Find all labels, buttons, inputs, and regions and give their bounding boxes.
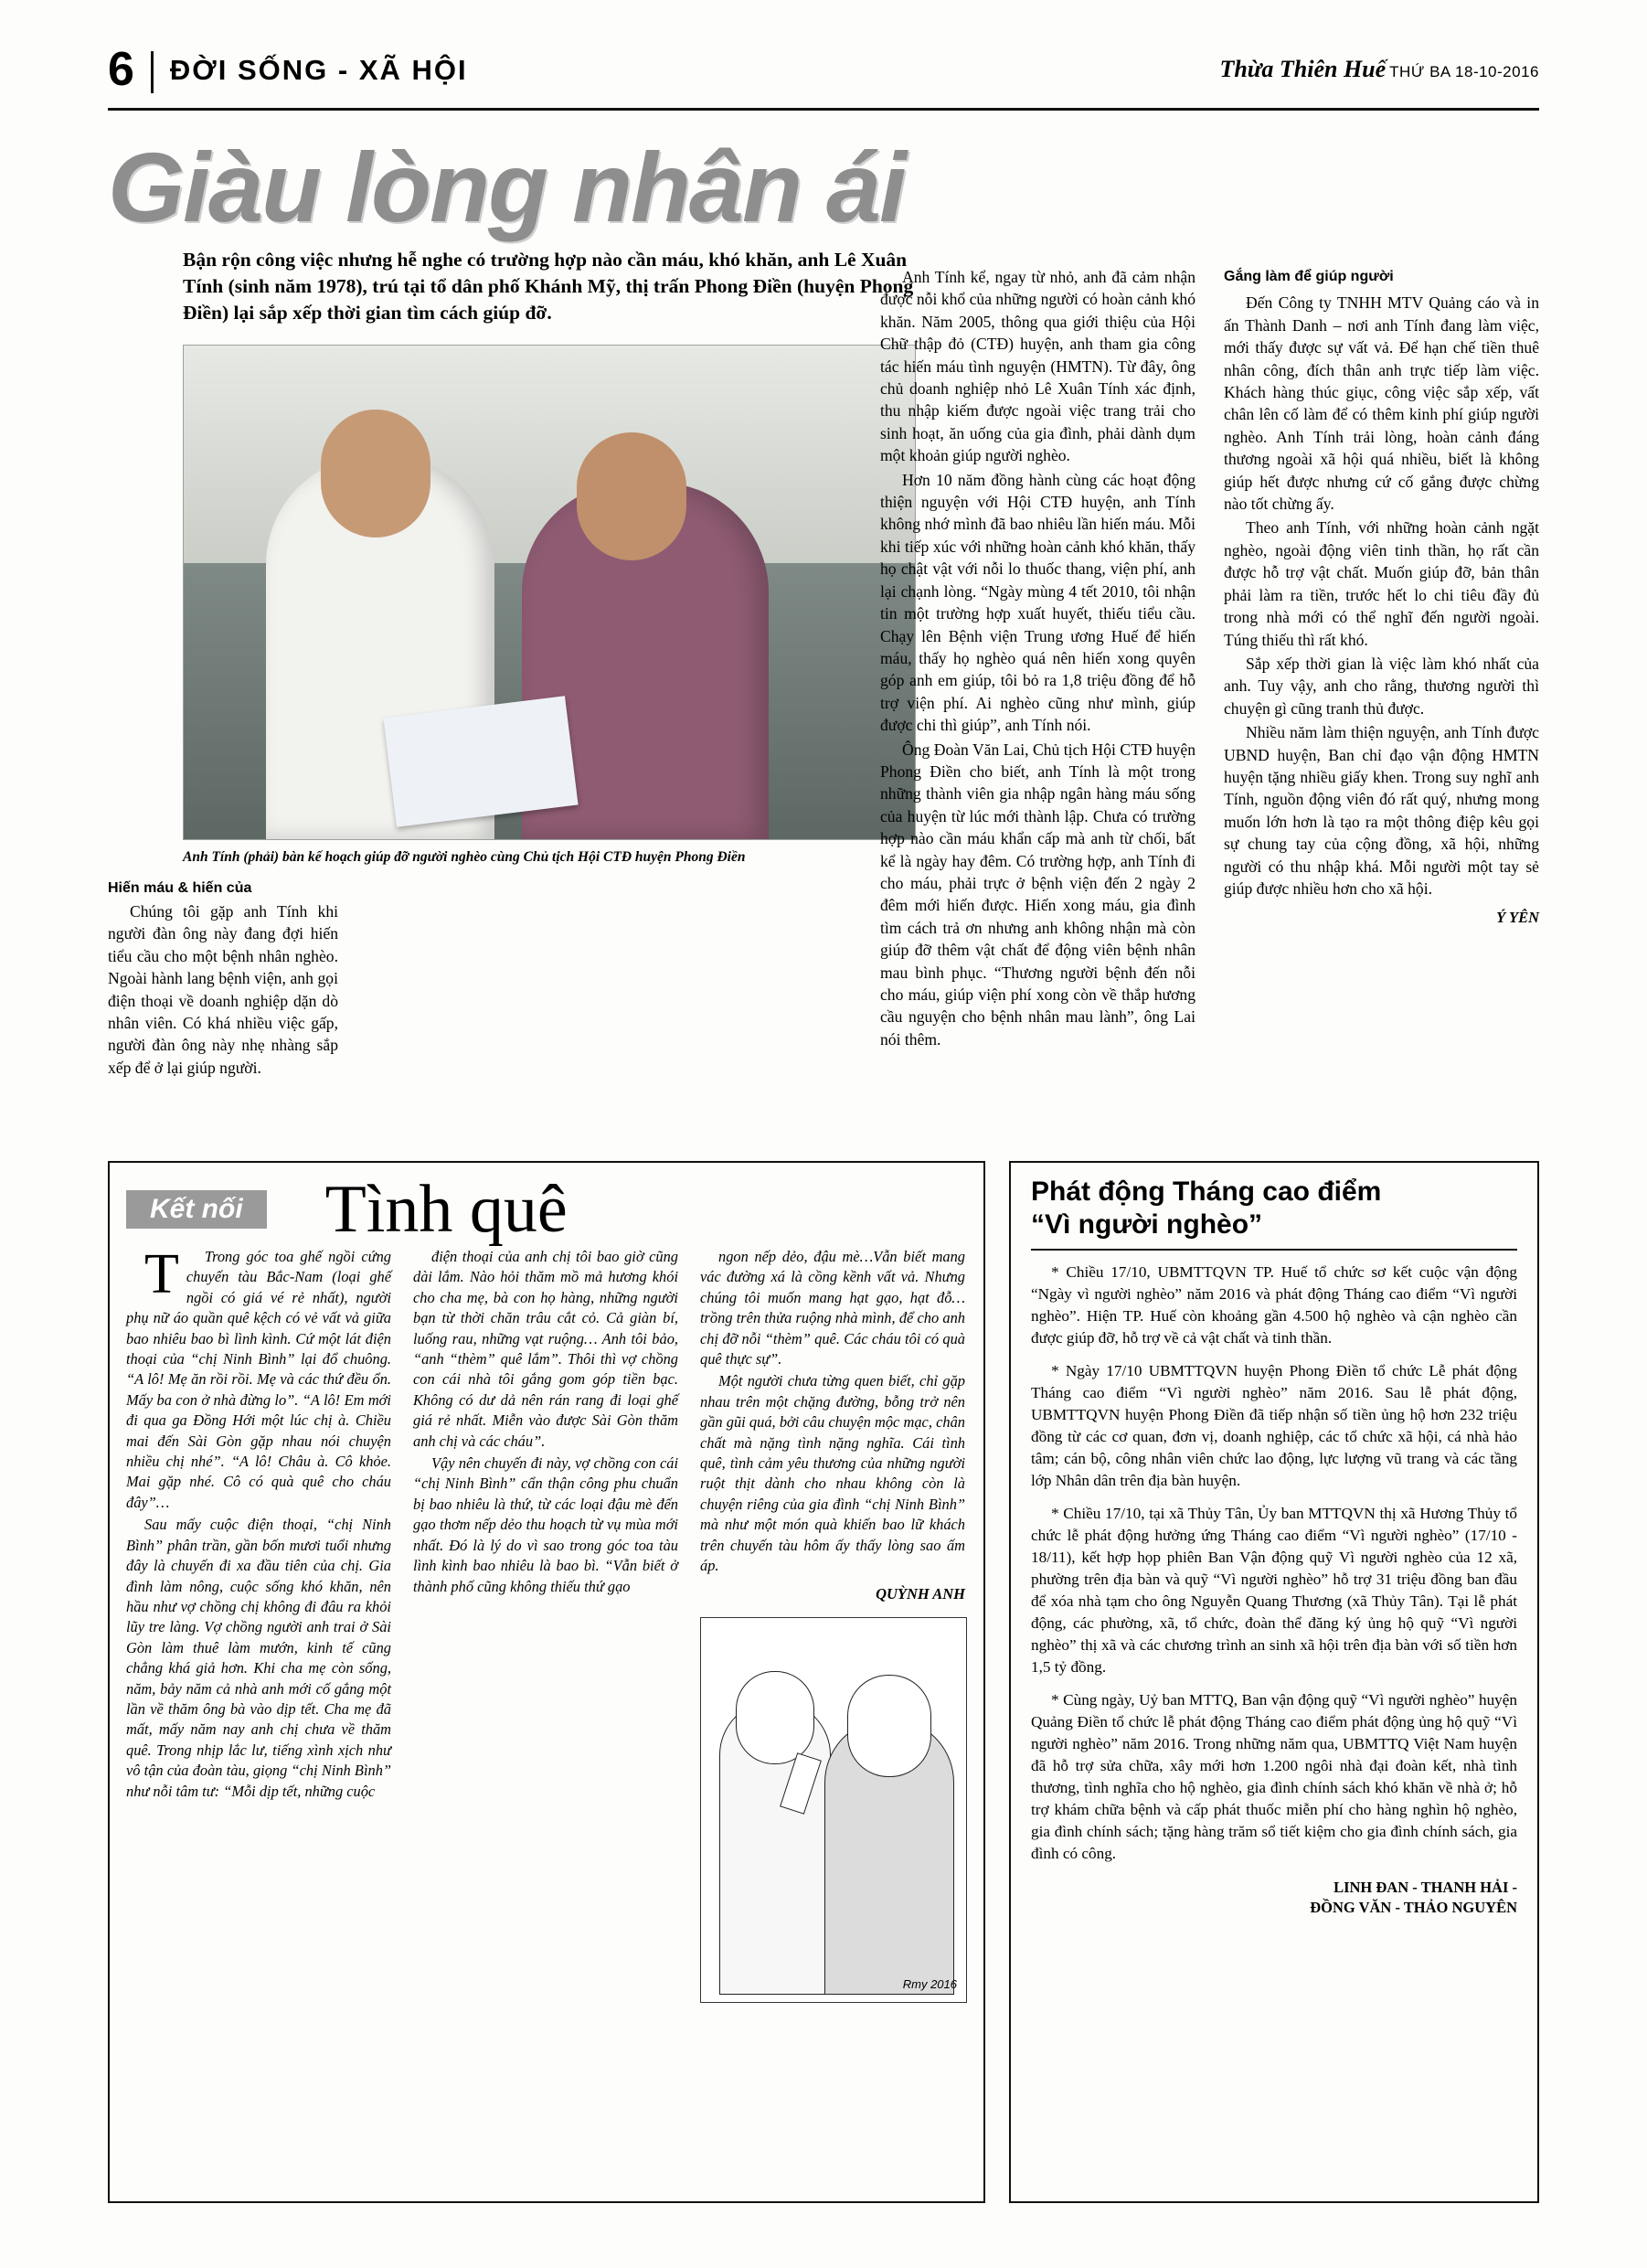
story-col-1b	[358, 900, 589, 1081]
paper-name: Thừa Thiên Huế	[1219, 56, 1387, 82]
paragraph: Sắp xếp thời gian là việc làm khó nhất của anh. Tuy vậy, anh cho rằng, thương người thì chuyện gì cũng tranh thủ được.	[1224, 654, 1539, 718]
masthead	[108, 43, 1539, 102]
brief-signature-line-1: LINH ĐAN - THANH HẢI -	[1334, 1879, 1517, 1896]
brief-signature	[1031, 1878, 1517, 1918]
brief-title-line-2: “Vì người nghèo”	[1031, 1209, 1263, 1240]
feature-col-1	[126, 1243, 391, 2003]
paragraph: Vậy nên chuyến đi này, vợ chồng con cái “chị Ninh Bình” cẩn thận công phu chuẩn bị bao nhiêu là thứ, từ các loại đậu mè đến gạo thơm nếp dẻo thu hoạch từ vụ mùa mới nhất. Đó là lý do vì sao trong góc toa tàu lình kình bao nhiêu là bao bì. “Vẫn biết ở thành phố cũng không thiếu thứ gạo	[413, 1454, 678, 1595]
illustration-figure-right-head	[847, 1675, 931, 1777]
masthead-divider	[151, 51, 154, 93]
illustration-signature: Rmy 2016	[902, 1976, 957, 1991]
paragraph: Chúng tôi gặp anh Tính khi người đàn ông này đang đợi hiến tiểu cầu cho một bệnh nhân nghèo. Ngoài hành lang bệnh viện, anh gọi điện thoại về doanh nghiệp dặn dò nhân viên. Có khá nhiều việc gấp, người đàn ông này nhẹ nhàng sắp xếp để ở lại giúp người.	[108, 902, 338, 1077]
paragraph-text: Trong góc toa ghế ngồi cứng chuyến tàu Bắc-Nam (loại ghế ngồi có giá vé rẻ nhất), người phụ nữ áo quần quê kệch có vẻ vất vả giữa bao nhiêu bao bì lình kình. Cứ một lát điện thoại của “chị Ninh Bình” lại đổ chuông. “A lô! Mẹ ăn rồi rồi. Mẹ và các thứ đều ổn. Mấy ba con ở nhà đừng lo”. “A lô! Em mới đi qua ga Đồng Hới một lúc chị à. Chiều mai đến Sài Gòn gặp nhau nói chuyện nhiều chị nhé”. “A lô! Châu à. Cô khỏe. Mai gặp nhé. Cô có quà quê cho cháu đây”…	[126, 1248, 391, 1511]
paragraph: * Chiều 17/10, UBMTTQVN TP. Huế tổ chức sơ kết cuộc vận động “Ngày vì người nghèo” năm 2016 và phát động Tháng cao điểm “Vì người nghèo”. Hiện TP. Huế còn khoảng gần 4.500 hộ nghèo và cận nghèo cần được giúp đỡ, hỗ trợ về cả vật chất và tinh thần.	[1031, 1263, 1517, 1347]
brief-title-line-1: Phát động Tháng cao điểm	[1031, 1177, 1382, 1207]
masthead-right	[1219, 46, 1539, 97]
paragraph: Đến Công ty TNHH MTV Quảng cáo và in ấn Thành Danh – nơi anh Tính đang làm việc, mới thấy được sự vất vả. Để hạn chế tiền thuê nhân công, đích thân anh trực tiếp làm việc. Khách hàng thúc giục, công việc sắp xếp, vất chân lên cố làm để có thêm kinh phí giúp người nghèo. Anh Tính trải lòng, hoàn cảnh đáng thương ngoài xã hội quá nhiều, biết là không giúp hết được nhưng cứ cố gắng được chừng nào tốt chừng ấy.	[1224, 293, 1539, 514]
feature-illustration	[700, 1617, 967, 2003]
brief-body	[1031, 1262, 1517, 1865]
story-photo	[183, 345, 916, 840]
photo-caption: Anh Tính (phải) bàn kế hoạch giúp đỡ người nghèo cùng Chủ tịch Hội CTĐ huyện Phong Điền	[183, 849, 746, 865]
subhead-1: Hiến máu & hiến của	[108, 880, 252, 896]
drop-cap: T	[144, 1243, 179, 1305]
feature-tinh-que	[108, 1161, 985, 2203]
main-story	[108, 132, 1539, 1077]
brief-signature-line-2: ĐỒNG VĂN - THẢO NGUYÊN	[1310, 1899, 1517, 1916]
page-title: Giàu lòng nhân ái	[108, 132, 906, 242]
news-brief-box	[1009, 1161, 1539, 2203]
paragraph: Nhiều năm làm thiện nguyện, anh Tính được UBND huyện, Ban chỉ đạo vận động HMTN huyện tặng nhiều giấy khen. Trong suy nghĩ anh Tính, nguồn động viên đó rất quý, nhưng mong muốn lớn hơn là tạo ra một thông điệp kêu gọi sự chung tay của cộng đồng, xã hội, những người có thu nhập khá. Mỗi người một tay sẻ giúp được nhiều hơn cho xã hội.	[1224, 723, 1539, 898]
photo-person-left-head	[321, 410, 430, 538]
paragraph	[126, 1243, 391, 1513]
paragraph: Hơn 10 năm đồng hành cùng các hoạt động thiện nguyện với Hội CTĐ huyện, anh Tính không nhớ mình đã bao nhiêu lần hiến máu. Mỗi khi tiếp xúc với những hoàn cảnh khó khăn, thấy họ chật vật với nỗi lo thuốc thang, viện phí, anh lại chạnh lòng. “Ngày mùng 4 tết 2010, tôi nhận tin một trường hợp xuất huyết, thiếu tiểu cầu. Chạy lên Bệnh viện Trung ương Huế để hiến máu, thấy họ nghèo quá nên hiến xong quyên góp anh em giúp, tôi bỏ ra 1,8 triệu đồng để hỗ trợ viện phí. Ai nghèo cũng như mình, giúp được chi thì giúp”, anh Tính nói.	[880, 470, 1195, 735]
story-col-2	[880, 266, 1195, 1052]
story-lower-left	[108, 880, 839, 1081]
story-deck: Bận rộn công việc nhưng hễ nghe có trường hợp nào cần máu, khó khăn, anh Lê Xuân Tính (sinh năm 1978), trú tại tổ dân phố Khánh Mỹ, thị trấn Phong Điền (huyện Phong Điền) lại sắp xếp thời gian tìm cách giúp đỡ.	[183, 249, 914, 324]
page-number: 6	[108, 43, 134, 96]
feature-columns	[126, 1243, 967, 2003]
story-col-3	[1224, 266, 1539, 930]
illustration-figure-left-head	[736, 1671, 814, 1764]
story-col-1c	[609, 900, 839, 1081]
masthead-rule	[108, 108, 1539, 111]
section-tag: Kết nối	[126, 1190, 267, 1229]
photo-document	[383, 696, 578, 826]
photo-person-right-head	[577, 432, 686, 560]
story-byline: Ý YÊN	[1496, 909, 1539, 927]
feature-title: Tình quê	[324, 1172, 568, 1247]
brief-divider	[1031, 1249, 1517, 1251]
feature-col-3	[700, 1247, 965, 2003]
paragraph: * Cùng ngày, Uỷ ban MTTQ, Ban vận động quỹ “Vì người nghèo” huyện Quảng Điền tổ chức lễ phát động Tháng cao điểm phát động ủng hộ quỹ “Vì người nghèo” năm 2016. Trong những năm qua, UBMTTQ Việt Nam huyện đã hỗ trợ sửa chữa, xây mới hơn 1.200 ngôi nhà đại đoàn kết, nhà tình thương, tình nghĩa cho hộ nghèo, gia đình chính sách khó khăn về nhà ở; hỗ trợ khám chữa bệnh và cấp phát thuốc miễn phí cho hàng nghìn hộ nghèo, gia đình chính sách; tặng hàng trăm sổ tiết kiệm cho gia đình chính sách, gia đình có công.	[1031, 1691, 1517, 1862]
paragraph: điện thoại của anh chị tôi bao giờ cũng dài lắm. Nào hỏi thăm mồ mả hương khói cho cha mẹ, bà con họ hàng, những người bạn từ thời chăn trâu cắt cỏ. Cả giàn bí, luống rau, những vạt ruộng… Anh tôi bảo, “anh “thèm” quê lắm”. Thôi thì vợ chồng con cái nhà tôi gắng gom góp tiền bạc. Không có dư dả nên rán rang đi loại ghế giá rẻ nhất. Miễn vào được Sài Gòn thăm anh chị và các cháu”.	[413, 1248, 678, 1450]
paragraph: Sau mấy cuộc điện thoại, “chị Ninh Bình” phân trần, gần bốn mươi tuổi nhưng đây là chuyến đi xa đầu tiên của chị. Gia đình làm nông, cuộc sống khó khăn, nên hầu như vợ chồng chị không đi đâu ra khỏi lũy tre làng. Vợ chồng người anh trai ở Sài Gòn làm thuê làm mướn, kinh tế cũng chẳng khá giả hơn. Khi cha mẹ còn sống, năm, bảy năm cả nhà anh mới cố gắng một lần về thăm ông bà vào dịp tết. Cha mẹ đã mất, mấy năm nay anh chị chưa về thăm quê. Trong nhịp lắc lư, tiếng xình xịch như vô tận của đoàn tàu, giọng “chị Ninh Bình” như nỗi tâm tư: “Mỗi dịp tết, những cuộc	[126, 1516, 391, 1800]
paragraph: Ông Đoàn Văn Lai, Chủ tịch Hội CTĐ huyện Phong Điền cho biết, anh Tính là một trong những thành viên gia nhập ngân hàng máu sống của huyện từ lúc mới thành lập. Chưa có trường hợp nào cần máu khẩn cấp mà anh từ chối, bất kể là ngày hay đêm. Có trường hợp, anh Tính đi cho máu, phải trực ở bệnh viện đến 2 ngày 2 đêm mới hiến được. Hiến xong máu, gia đình tìm cách trả ơn nhưng anh không nhận mà còn giúp đỡ thêm vật chất để động viên bệnh nhân mau bình phục. “Thương người bệnh đến nỗi cho máu, giúp viện phí xong còn về thắp hương cầu nguyện cho bệnh nhân mau lành”, ông Lai nói thêm.	[880, 740, 1195, 1049]
brief-title	[1031, 1176, 1517, 1241]
story-col-1a	[108, 900, 338, 1081]
feature-header	[126, 1172, 967, 1247]
paragraph: * Ngày 17/10 UBMTTQVN huyện Phong Điền tổ chức Lễ phát động Tháng cao điểm “Vì người nghèo” năm 2016. Sau lễ phát động, UBMTTQVN huyện Phong Điền đã tiếp nhận số tiền ủng hộ hơn 232 triệu đồng từ các cơ quan, đơn vị, doanh nghiệp, các tổ chức xã hội, cá nhà hảo tâm; cán bộ, công nhân viên chức lao động, lực lượng vũ trang và các tầng lớp Nhân dân trên địa bàn huyện.	[1031, 1362, 1517, 1489]
bottom-section	[108, 1161, 1539, 2203]
story-split-columns	[108, 900, 839, 1081]
feature-col-2	[413, 1247, 678, 2003]
feature-signature: QUỲNH ANH	[876, 1584, 965, 1603]
issue-date: THỨ BA 18-10-2016	[1389, 63, 1539, 80]
paragraph: Theo anh Tính, với những hoàn cảnh ngặt nghèo, ngoài động viên tinh thần, họ rất cần được hỗ trợ vật chất. Muốn giúp đỡ, bản thân phải làm ra tiền, trước hết lo chi tiêu đầy đủ trong nhà mới có thể nghĩ đến người ngoài. Túng thiếu thì rất khó.	[1224, 518, 1539, 649]
section-title: ĐỜI SỐNG - XÃ HỘI	[169, 54, 468, 86]
paragraph: * Chiều 17/10, tại xã Thủy Tân, Ủy ban MTTQVN thị xã Hương Thủy tổ chức lễ phát động hưởng ứng Tháng cao điểm “Vì người nghèo” (17/10 - 18/11), kết hợp họp phiên Ban Vận động quỹ Vì người nghèo của 12 xã, phường trên địa bàn và quỹ “Vì người nghèo” hỗ trợ 31 triệu đồng ban đầu để xóa nhà tạm cho ông Nguyễn Quang Thương (xã Thủy Tân). Tại lễ phát động, các phường, xã, tổ chức, đoàn thể đăng ký ủng hộ quỹ “Vì người nghèo” thị xã và các chương trình an sinh xã hội trên địa bàn với số tiền hơn 1,5 tỷ đồng.	[1031, 1505, 1517, 1676]
paragraph: ngon nếp dẻo, đậu mè…Vẫn biết mang vác đường xá là cồng kềnh vất vả. Nhưng chúng tôi muốn mang hạt gạo, hạt đỗ… trồng trên thửa ruộng nhà mình, để cho anh chị đỡ nỗi “thèm” quê. Các cháu tôi có quà quê thực sự”.	[700, 1248, 965, 1368]
paragraph: Anh Tính kể, ngay từ nhỏ, anh đã cảm nhận được nỗi khổ của những người có hoàn cảnh khó khăn. Năm 2005, thông qua giới thiệu của Hội Chữ thập đỏ (CTĐ) huyện, anh tham gia công tác hiến máu tình nguyện (HMTN). Từ đây, ông chủ doanh nghiệp nhỏ Lê Xuân Tính xác định, thu nhập kiếm được ngoài việc trang trải cho sinh hoạt, ăn uống của gia đình, phải dành dụm một khoản giúp người nghèo.	[880, 268, 1195, 465]
paragraph: Một người chưa từng quen biết, chỉ gặp nhau trên một chặng đường, bỗng trở nên gần gũi quá, bởi câu chuyện mộc mạc, chân chất mà nặng tình nặng nghĩa. Cái tình quê, tình cảm yêu thương của những người ruột thịt dành cho nhau không còn là chuyện riêng của gia đình “chị Ninh Bình” mà như một món quà khiến bao lữ khách trên chuyến tàu hôm ấy thấy lòng sao ấm áp.	[700, 1372, 965, 1575]
subhead-2: Gắng làm để giúp người	[1224, 269, 1394, 284]
